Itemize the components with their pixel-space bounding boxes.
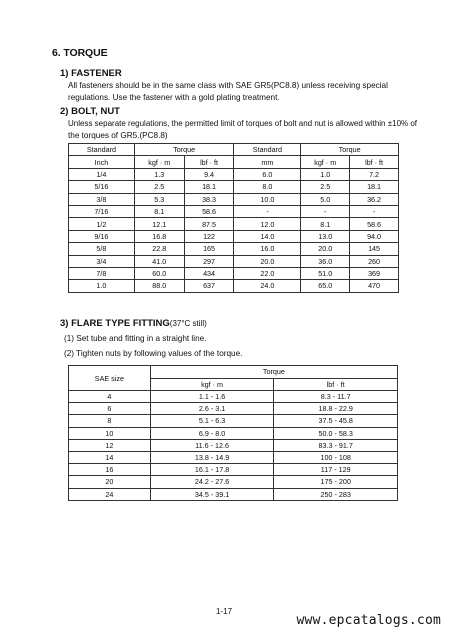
table-row	[69, 403, 398, 415]
table-cell: 94.0	[350, 230, 399, 242]
table-cell: 50.0 - 58.3	[274, 427, 398, 439]
table-cell: 65.0	[301, 280, 350, 292]
table-cell: 470	[350, 280, 399, 292]
table-cell: 1.3	[134, 168, 184, 180]
lbf-ft-header: lbf · ft	[274, 378, 398, 391]
table-cell: 3/8	[69, 193, 135, 205]
table-row	[69, 451, 398, 463]
table-cell: 434	[184, 267, 234, 279]
table-cell: 5/16	[69, 181, 135, 193]
table-cell: 7/8	[69, 267, 135, 279]
table-cell: 14.0	[234, 230, 301, 242]
table-cell: 20	[69, 476, 151, 488]
table-cell: 22.8	[134, 243, 184, 255]
table-row	[69, 168, 399, 180]
table-cell: 369	[350, 267, 399, 279]
bolt-nut-torque-table	[68, 143, 399, 293]
torque-inch-header: Torque	[134, 144, 234, 156]
table-cell: 145	[350, 243, 399, 255]
torque-mm-header: Torque	[301, 144, 399, 156]
table-cell: 16.0	[234, 243, 301, 255]
torque-header: Torque	[150, 366, 397, 379]
mm-header: mm	[234, 156, 301, 168]
table-row	[69, 205, 399, 217]
flare-step-1: (1) Set tube and fitting in a straight line.	[64, 334, 207, 343]
kgf-m-header: kgf · m	[134, 156, 184, 168]
flare-torque-table	[68, 365, 398, 501]
table-cell: 6	[69, 403, 151, 415]
table-cell: 5.3	[134, 193, 184, 205]
table-cell: 10.0	[234, 193, 301, 205]
table-cell: 20.0	[301, 243, 350, 255]
table-cell: 87.5	[184, 218, 234, 230]
table-cell: 1.0	[69, 280, 135, 292]
table-cell: 13.0	[301, 230, 350, 242]
table-cell: 16.1 - 17.8	[150, 464, 274, 476]
table-cell: 22.0	[234, 267, 301, 279]
fastener-text-line1: All fasteners should be in the same class with SAE GR5(PC8.8) unless receiving special	[68, 81, 388, 90]
table-cell: 8.1	[301, 218, 350, 230]
table-header-row	[69, 144, 399, 156]
table-cell: 18.8 - 22.9	[274, 403, 398, 415]
lbf-ft-header: lbf · ft	[184, 156, 234, 168]
standard-mm-header: Standard	[234, 144, 301, 156]
table-subheader-row	[69, 156, 399, 168]
table-cell: 2.5	[134, 181, 184, 193]
table-row	[69, 464, 398, 476]
table-cell: -	[350, 205, 399, 217]
table-cell: -	[234, 205, 301, 217]
table-cell: 16.8	[134, 230, 184, 242]
table-row	[69, 488, 398, 500]
table-cell: 7.2	[350, 168, 399, 180]
table-cell: 24.2 - 27.6	[150, 476, 274, 488]
table-cell: 58.6	[350, 218, 399, 230]
watermark: www.epcatalogs.com	[296, 613, 441, 628]
flare-heading-note: (37°C still)	[169, 319, 207, 328]
table-cell: 1/2	[69, 218, 135, 230]
table-cell: 8.1	[134, 205, 184, 217]
sae-size-header: SAE size	[69, 366, 151, 391]
table-cell: 5.0	[301, 193, 350, 205]
table-cell: 12.0	[234, 218, 301, 230]
table-row	[69, 391, 398, 403]
table-cell: 37.5 - 45.8	[274, 415, 398, 427]
table-cell: 4	[69, 391, 151, 403]
table-cell: 58.6	[184, 205, 234, 217]
table-cell: 250 - 283	[274, 488, 398, 500]
fastener-heading: 1) FASTENER	[60, 68, 122, 79]
table-cell: 18.1	[184, 181, 234, 193]
table-cell: 9.4	[184, 168, 234, 180]
table-cell: 51.0	[301, 267, 350, 279]
table-cell: 60.0	[134, 267, 184, 279]
table-cell: 20.0	[234, 255, 301, 267]
table-row	[69, 218, 399, 230]
table-cell: 3/4	[69, 255, 135, 267]
page-number: 1-17	[216, 607, 233, 616]
table-row	[69, 255, 399, 267]
table-cell: 38.3	[184, 193, 234, 205]
standard-inch-header: Standard	[69, 144, 135, 156]
table-cell: 175 - 200	[274, 476, 398, 488]
bolt-nut-text-line1: Unless separate regulations, the permitted limit of torques of bolt and nut is allowed within ±10% of	[68, 119, 418, 128]
table-cell: 5/8	[69, 243, 135, 255]
table-cell: 117 - 129	[274, 464, 398, 476]
table-cell: 122	[184, 230, 234, 242]
section-title: 6. TORQUE	[52, 47, 108, 59]
table-row	[69, 267, 399, 279]
table-cell: 41.0	[134, 255, 184, 267]
table-cell: 9/16	[69, 230, 135, 242]
table-row	[69, 439, 398, 451]
kgf-m-header: kgf · m	[301, 156, 350, 168]
table-cell: 1.1 - 1.6	[150, 391, 274, 403]
flare-heading-text: 3) FLARE TYPE FITTING	[60, 318, 170, 329]
table-cell: 100 - 108	[274, 451, 398, 463]
table-cell: 6.9 - 8.0	[150, 427, 274, 439]
table-row	[69, 181, 399, 193]
table-cell: 36.0	[301, 255, 350, 267]
table-cell: 11.6 - 12.6	[150, 439, 274, 451]
table-header-row	[69, 366, 398, 379]
table-cell: 5.1 - 6.3	[150, 415, 274, 427]
table-cell: 8.0	[234, 181, 301, 193]
flare-step-2: (2) Tighten nuts by following values of the torque.	[64, 349, 243, 358]
table-cell: 36.2	[350, 193, 399, 205]
bolt-nut-heading: 2) BOLT, NUT	[60, 106, 120, 117]
bolt-nut-text-line2: the torques of GR5.(PC8.8)	[68, 131, 168, 140]
table-cell: 16	[69, 464, 151, 476]
table-row	[69, 230, 399, 242]
table-cell: 6.0	[234, 168, 301, 180]
table-cell: 7/16	[69, 205, 135, 217]
table-row	[69, 476, 398, 488]
table-cell: 2.5	[301, 181, 350, 193]
table-cell: 12	[69, 439, 151, 451]
fastener-text-line2: regulations. Use the fastener with a gold plating treatment.	[68, 93, 280, 102]
table-cell: 24	[69, 488, 151, 500]
table-cell: 34.5 - 39.1	[150, 488, 274, 500]
table-cell: -	[301, 205, 350, 217]
table-row	[69, 280, 399, 292]
table-cell: 165	[184, 243, 234, 255]
table-cell: 18.1	[350, 181, 399, 193]
table-cell: 24.0	[234, 280, 301, 292]
table-cell: 88.0	[134, 280, 184, 292]
table-cell: 13.8 - 14.9	[150, 451, 274, 463]
table-cell: 8	[69, 415, 151, 427]
flare-heading	[60, 318, 207, 329]
table-cell: 637	[184, 280, 234, 292]
table-row	[69, 427, 398, 439]
table-cell: 10	[69, 427, 151, 439]
table-row	[69, 415, 398, 427]
table-row	[69, 243, 399, 255]
table-cell: 12.1	[134, 218, 184, 230]
lbf-ft-header: lbf · ft	[350, 156, 399, 168]
inch-header: Inch	[69, 156, 135, 168]
table-cell: 260	[350, 255, 399, 267]
table-cell: 14	[69, 451, 151, 463]
kgf-m-header: kgf · m	[150, 378, 274, 391]
table-cell: 2.6 - 3.1	[150, 403, 274, 415]
table-cell: 1/4	[69, 168, 135, 180]
table-row	[69, 193, 399, 205]
table-cell: 297	[184, 255, 234, 267]
table-cell: 83.3 - 91.7	[274, 439, 398, 451]
table-cell: 8.3 - 11.7	[274, 391, 398, 403]
table-cell: 1.0	[301, 168, 350, 180]
